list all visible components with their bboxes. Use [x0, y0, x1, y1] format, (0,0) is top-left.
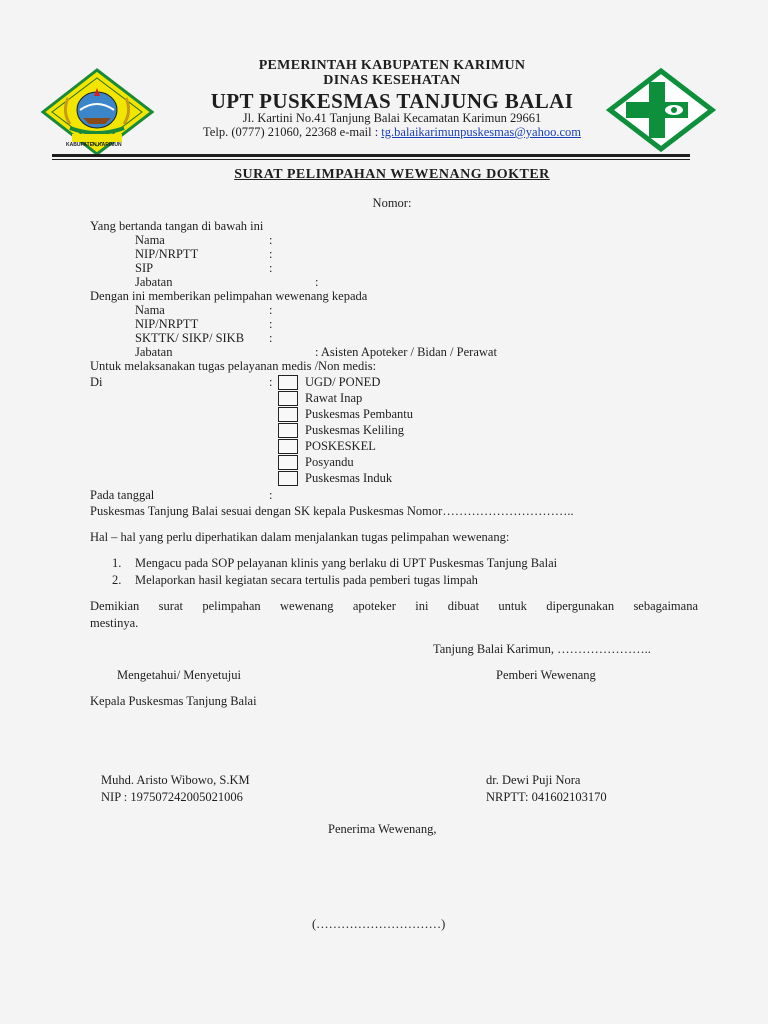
- signer-sip-label: SIP: [135, 261, 154, 275]
- intro-text: Yang bertanda tangan di bawah ini: [90, 219, 264, 233]
- recipient-license-sep: :: [269, 331, 273, 345]
- header-divider-thin: [52, 159, 690, 160]
- rule-2-number: 2.: [112, 573, 122, 587]
- recipient-position-label: Jabatan: [135, 345, 173, 359]
- closing-line-1: Demikian surat pelimpahan wewenang apoteker ini dibuat untuk dipergunakan sebagaimana: [90, 599, 698, 613]
- location-label: Di: [90, 375, 103, 389]
- location-sep: :: [269, 375, 273, 389]
- option-rawat-inap: Rawat Inap: [305, 391, 363, 405]
- attention-line: Hal – hal yang perlu diperhatikan dalam menjalankan tugas pelimpahan wewenang:: [90, 530, 510, 544]
- document-title: SURAT PELIMPAHAN WEWENANG DOKTER: [234, 167, 550, 182]
- date-sep: :: [269, 488, 273, 502]
- recipient-license-label: SKTTK/ SIKP/ SIKB: [135, 331, 245, 345]
- option-poskeskel: POSKESKEL: [305, 439, 376, 453]
- checkbox-poskeskel[interactable]: [278, 439, 298, 454]
- signer-name-sep: :: [269, 233, 273, 247]
- closing-line-2: mestinya.: [90, 616, 139, 630]
- header-divider-thick: [52, 154, 690, 157]
- checkbox-puskesmas-pembantu[interactable]: [278, 407, 298, 422]
- email-link[interactable]: tg.balaikarimunpuskesmas@yahoo.com: [381, 125, 581, 139]
- checkbox-puskesmas-induk[interactable]: [278, 471, 298, 486]
- recipient-name-sep: :: [269, 303, 273, 317]
- option-puskesmas-induk: Puskesmas Induk: [305, 471, 393, 485]
- signer-position-label: Jabatan: [135, 275, 173, 289]
- rule-1-number: 1.: [112, 556, 122, 570]
- task-line: Untuk melaksanakan tugas pelayanan medis /Non medis:: [90, 359, 377, 373]
- date-label: Pada tanggal: [90, 488, 155, 502]
- checkbox-ugd-poned[interactable]: [278, 375, 298, 390]
- emblem-caption: KABUPATEN KARIMUN: [66, 142, 122, 148]
- head-name: Muhd. Aristo Wibowo, S.KM: [101, 773, 250, 787]
- giver-name: dr. Dewi Puji Nora: [486, 773, 581, 787]
- recipient-nip-sep: :: [269, 317, 273, 331]
- recipient-name-label: Nama: [135, 303, 165, 317]
- document-number-label: Nomor:: [372, 196, 412, 210]
- checkbox-rawat-inap[interactable]: [278, 391, 298, 406]
- government-name: PEMERINTAH KABUPATEN KARIMUN: [258, 58, 526, 73]
- rule-1-text: Mengacu pada SOP pelayanan klinis yang berlaku di UPT Puskesmas Tanjung Balai: [135, 556, 558, 570]
- option-puskesmas-keliling: Puskesmas Keliling: [305, 423, 404, 437]
- giver-label: Pemberi Wewenang: [496, 668, 596, 682]
- option-puskesmas-pembantu: Puskesmas Pembantu: [305, 407, 413, 421]
- sk-line: Puskesmas Tanjung Balai sesuai dengan SK kepala Puskesmas Nomor…………………………..: [90, 504, 574, 518]
- signer-name-label: Nama: [135, 233, 165, 247]
- receiver-signature-line: (…………………………): [312, 917, 446, 931]
- option-ugd-poned: UGD/ PONED: [305, 375, 381, 389]
- address-line: Jl. Kartini No.41 Tanjung Balai Kecamatan Karimun 29661: [242, 111, 542, 125]
- agency-name: DINAS KESEHATAN: [323, 73, 461, 88]
- head-nip: NIP : 197507242005021006: [101, 790, 243, 804]
- checkbox-puskesmas-keliling[interactable]: [278, 423, 298, 438]
- phone-text: Telp. (0777) 21060, 22368 e-mail :: [203, 125, 382, 139]
- signer-position-sep: :: [315, 275, 319, 289]
- checkbox-posyandu[interactable]: [278, 455, 298, 470]
- giver-nrptt: NRPTT: 041602103170: [486, 790, 607, 804]
- rule-2-text: Melaporkan hasil kegiatan secara tertulis pada pemberi tugas limpah: [135, 573, 478, 587]
- place-date-line: Tanjung Balai Karimun, …………………..: [433, 642, 651, 656]
- contact-line: [0, 125, 768, 140]
- signer-nip-sep: :: [269, 247, 273, 261]
- signer-sip-sep: :: [269, 261, 273, 275]
- approval-label: Mengetahui/ Menyetujui: [117, 668, 241, 682]
- recipient-position-value: : Asisten Apoteker / Bidan / Perawat: [315, 345, 497, 359]
- institution-title: UPT PUSKESMAS TANJUNG BALAI: [210, 89, 574, 113]
- recipient-nip-label: NIP/NRPTT: [135, 317, 199, 331]
- receiver-label: Penerima Wewenang,: [328, 822, 437, 836]
- head-label: Kepala Puskesmas Tanjung Balai: [90, 694, 257, 708]
- option-posyandu: Posyandu: [305, 455, 354, 469]
- signer-nip-label: NIP/NRPTT: [135, 247, 199, 261]
- delegation-intro: Dengan ini memberikan pelimpahan wewenang kepada: [90, 289, 368, 303]
